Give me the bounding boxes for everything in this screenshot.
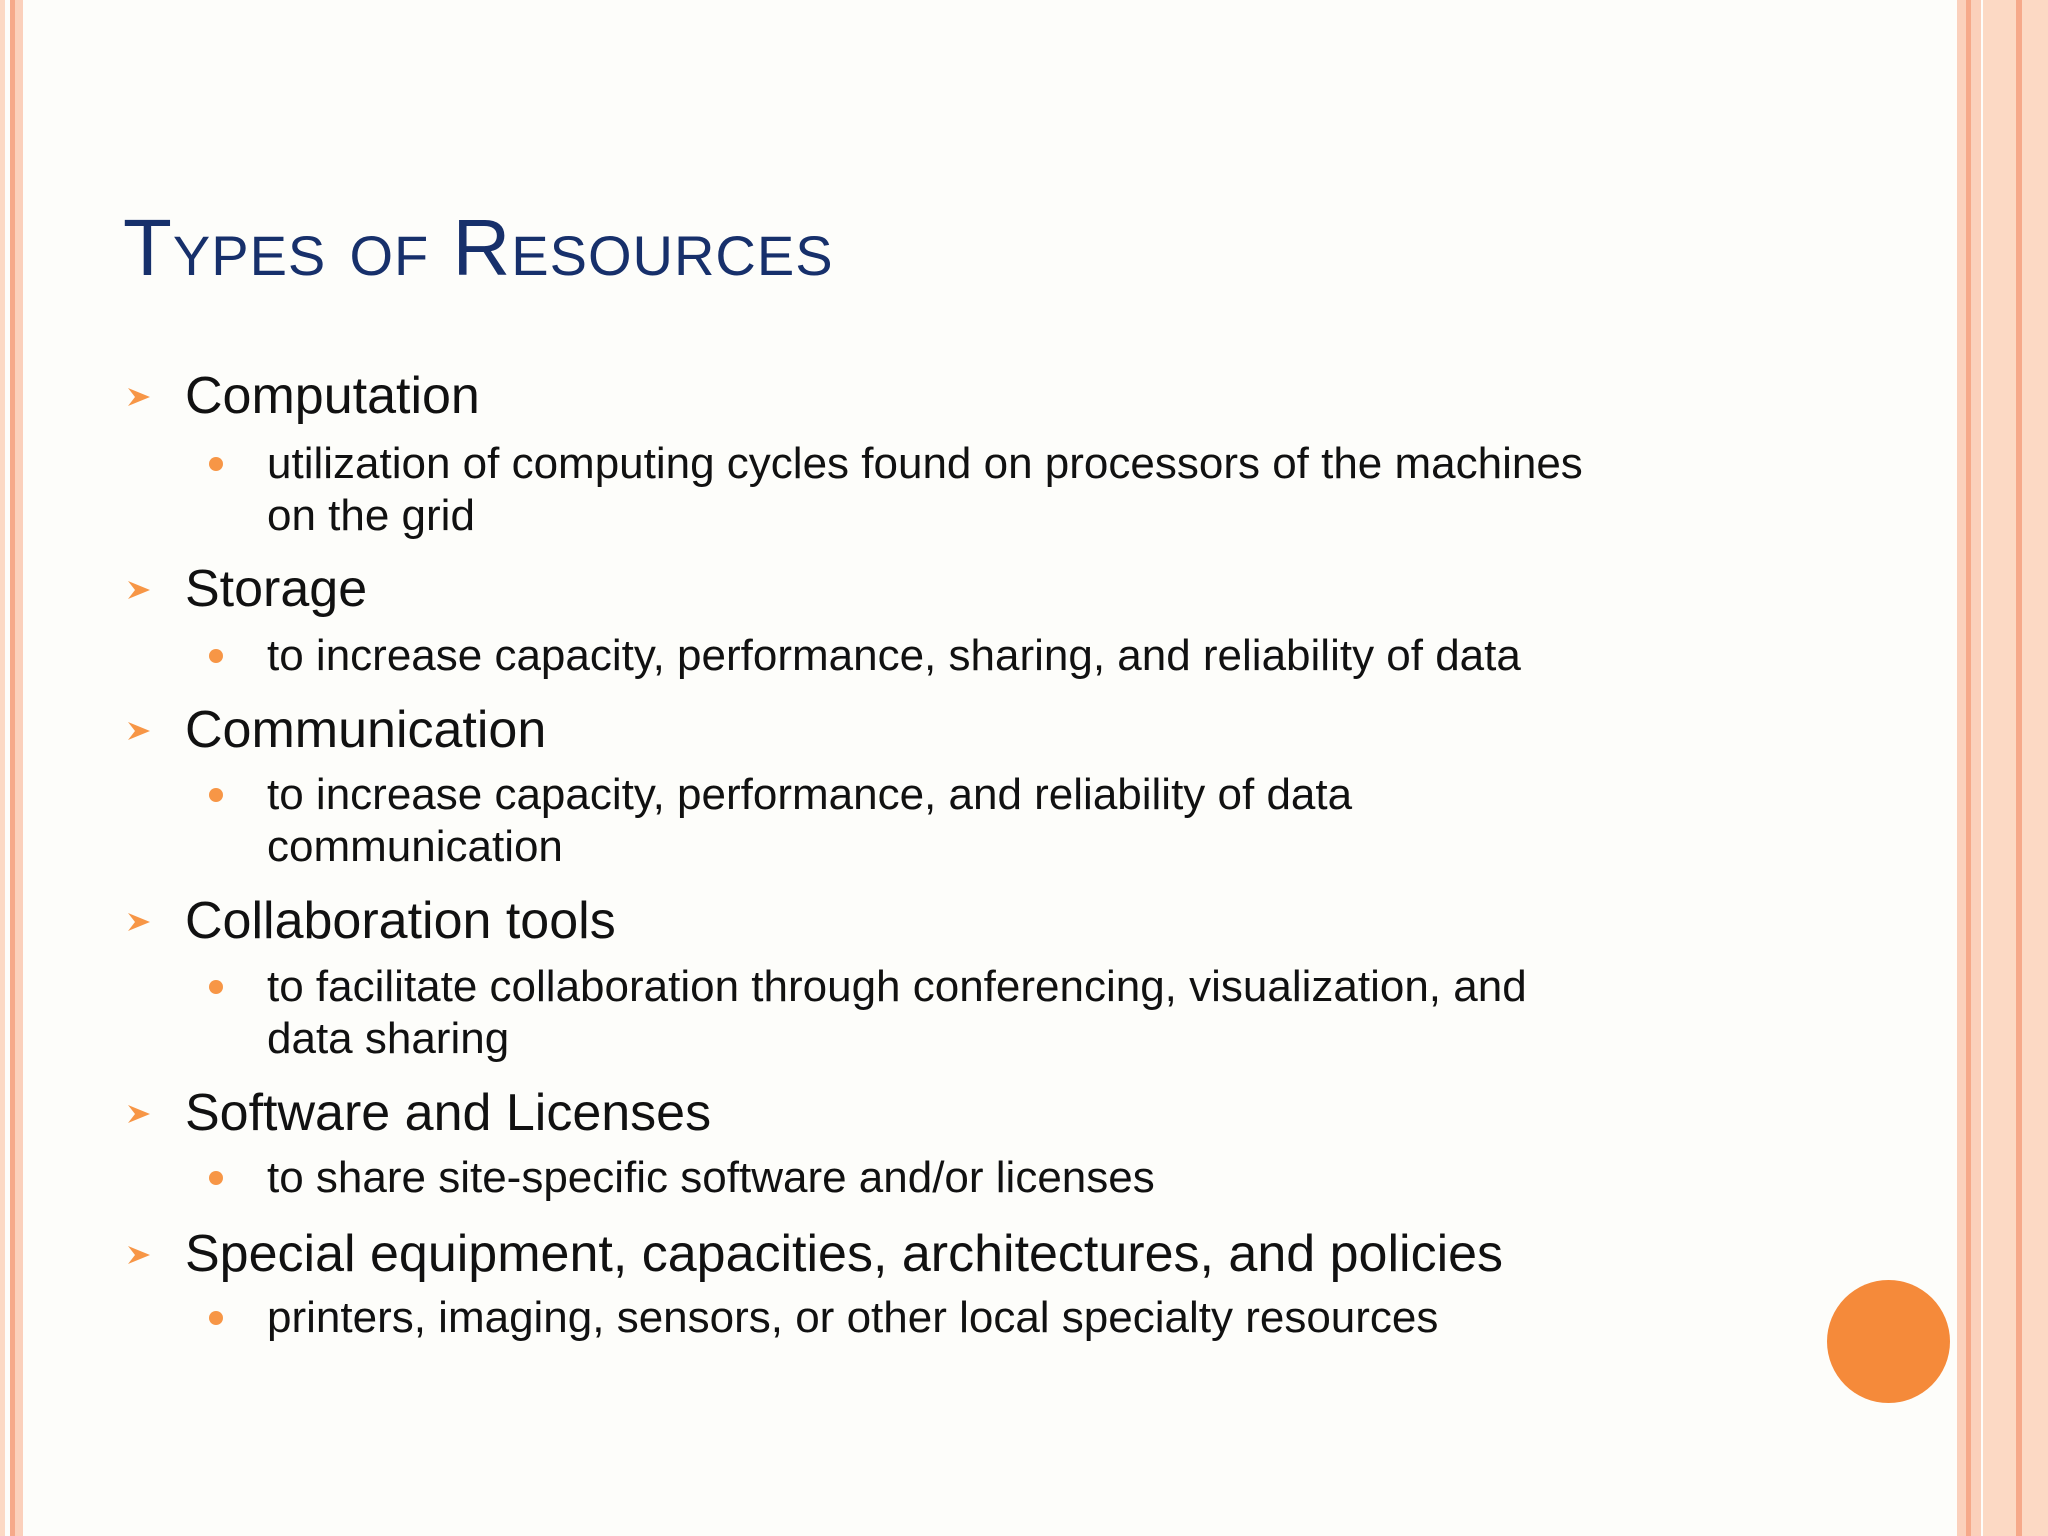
dot-bullet-icon [209, 1311, 223, 1325]
bullet-collaboration-tools: Collaboration tools [185, 892, 616, 950]
decorative-circle [1827, 1280, 1950, 1403]
arrow-bullet-icon [124, 382, 154, 412]
arrow-bullet-icon [124, 1240, 154, 1270]
sub-bullet-software-and-licenses: to share site-specific software and/or licenses [267, 1153, 1155, 1202]
dot-bullet-icon [209, 457, 223, 471]
dot-bullet-icon [209, 649, 223, 663]
dot-bullet-icon [209, 980, 223, 994]
sub-bullet-special-equipment: printers, imaging, sensors, or other local specialty resources [267, 1293, 1439, 1342]
bullet-special-equipment: Special equipment, capacities, architectures, and policies [185, 1225, 1504, 1283]
arrow-bullet-icon [124, 575, 154, 605]
bullet-storage: Storage [185, 560, 368, 618]
sub-bullet-collaboration-tools: to facilitate collaboration through conferencing, visualization, and data sharing [267, 962, 1527, 1063]
arrow-bullet-icon [124, 907, 154, 937]
dot-bullet-icon [209, 1171, 223, 1185]
arrow-bullet-icon [124, 1099, 154, 1129]
sub-bullet-computation: utilization of computing cycles found on processors of the machines on the grid [267, 439, 1583, 540]
arrow-bullet-icon [124, 716, 154, 746]
bullet-software-and-licenses: Software and Licenses [185, 1084, 712, 1142]
bullet-communication: Communication [185, 701, 547, 759]
bullet-computation: Computation [185, 367, 480, 425]
sub-bullet-communication: to increase capacity, performance, and reliability of data communication [267, 770, 1353, 871]
slide-title: Types of Resources [123, 203, 834, 292]
sub-bullet-storage: to increase capacity, performance, sharing, and reliability of data [267, 631, 1521, 680]
dot-bullet-icon [209, 788, 223, 802]
